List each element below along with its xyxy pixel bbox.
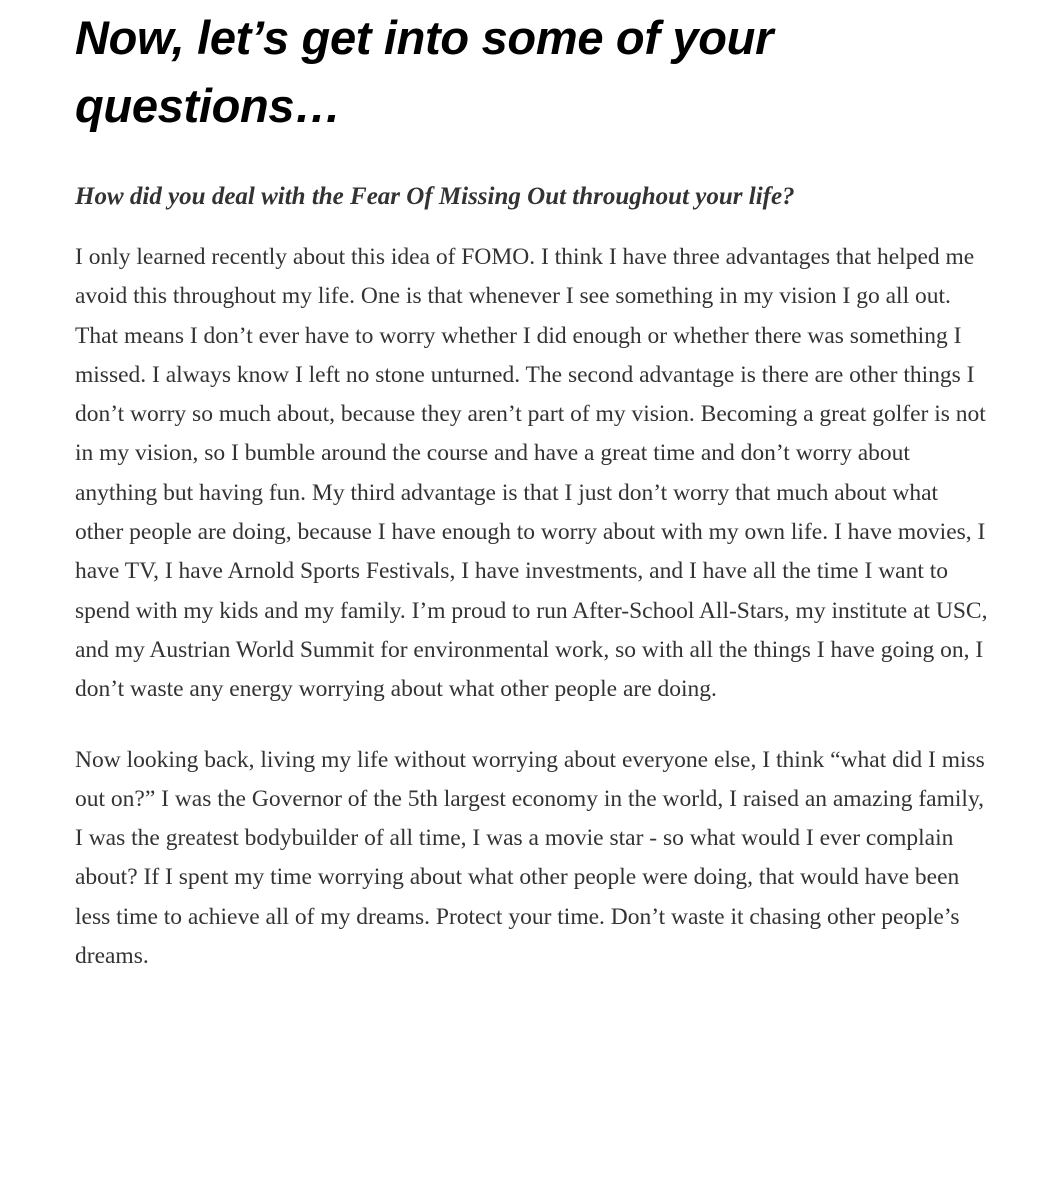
article <box>75 4 995 976</box>
answer-paragraph-2: Now looking back, living my life without worrying about everyone else, I think “what did I miss out on?” I was the Governor of the 5th largest economy in the world, I raised an amazing family, I was the greatest bodybuilder of all time, I was a movie star - so what would I ever complain about? If I spent my time worrying about what other people were doing, that would have been less time to achieve all of my dreams. Protect your time. Don’t waste it chasing other people’s dreams. <box>75 746 985 970</box>
question-subheading: How did you deal with the Fear Of Missing Out throughout your life? <box>75 183 795 210</box>
answer-paragraph-1: I only learned recently about this idea of FOMO. I think I have three advantages that helped me avoid this throughout my life. One is that whenever I see something in my vision I go all out. That means I don’t ever have to worry whether I did enough or whether there was something I missed. I always know I left no stone unturned. The second advantage is there are other things I don’t worry so much about, because they aren’t part of my vision. Becoming a great golfer is not in my vision, so I bumble around the course and have a great time and don’t worry about anything but having fun. My third advantage is that I just don’t worry that much about what other people are doing, because I have enough to worry about with my own life. I have movies, I have TV, I have Arnold Sports Festivals, I have investments, and I have all the time I want to spend with my kids and my family. I’m proud to run After-School All-Stars, my institute at USC, and my Austrian World Summit for environmental work, so with all the things I have going on, I don’t waste any energy worrying about what other people are doing. <box>75 244 988 703</box>
article-heading: Now, let’s get into some of your questions… <box>75 11 774 132</box>
